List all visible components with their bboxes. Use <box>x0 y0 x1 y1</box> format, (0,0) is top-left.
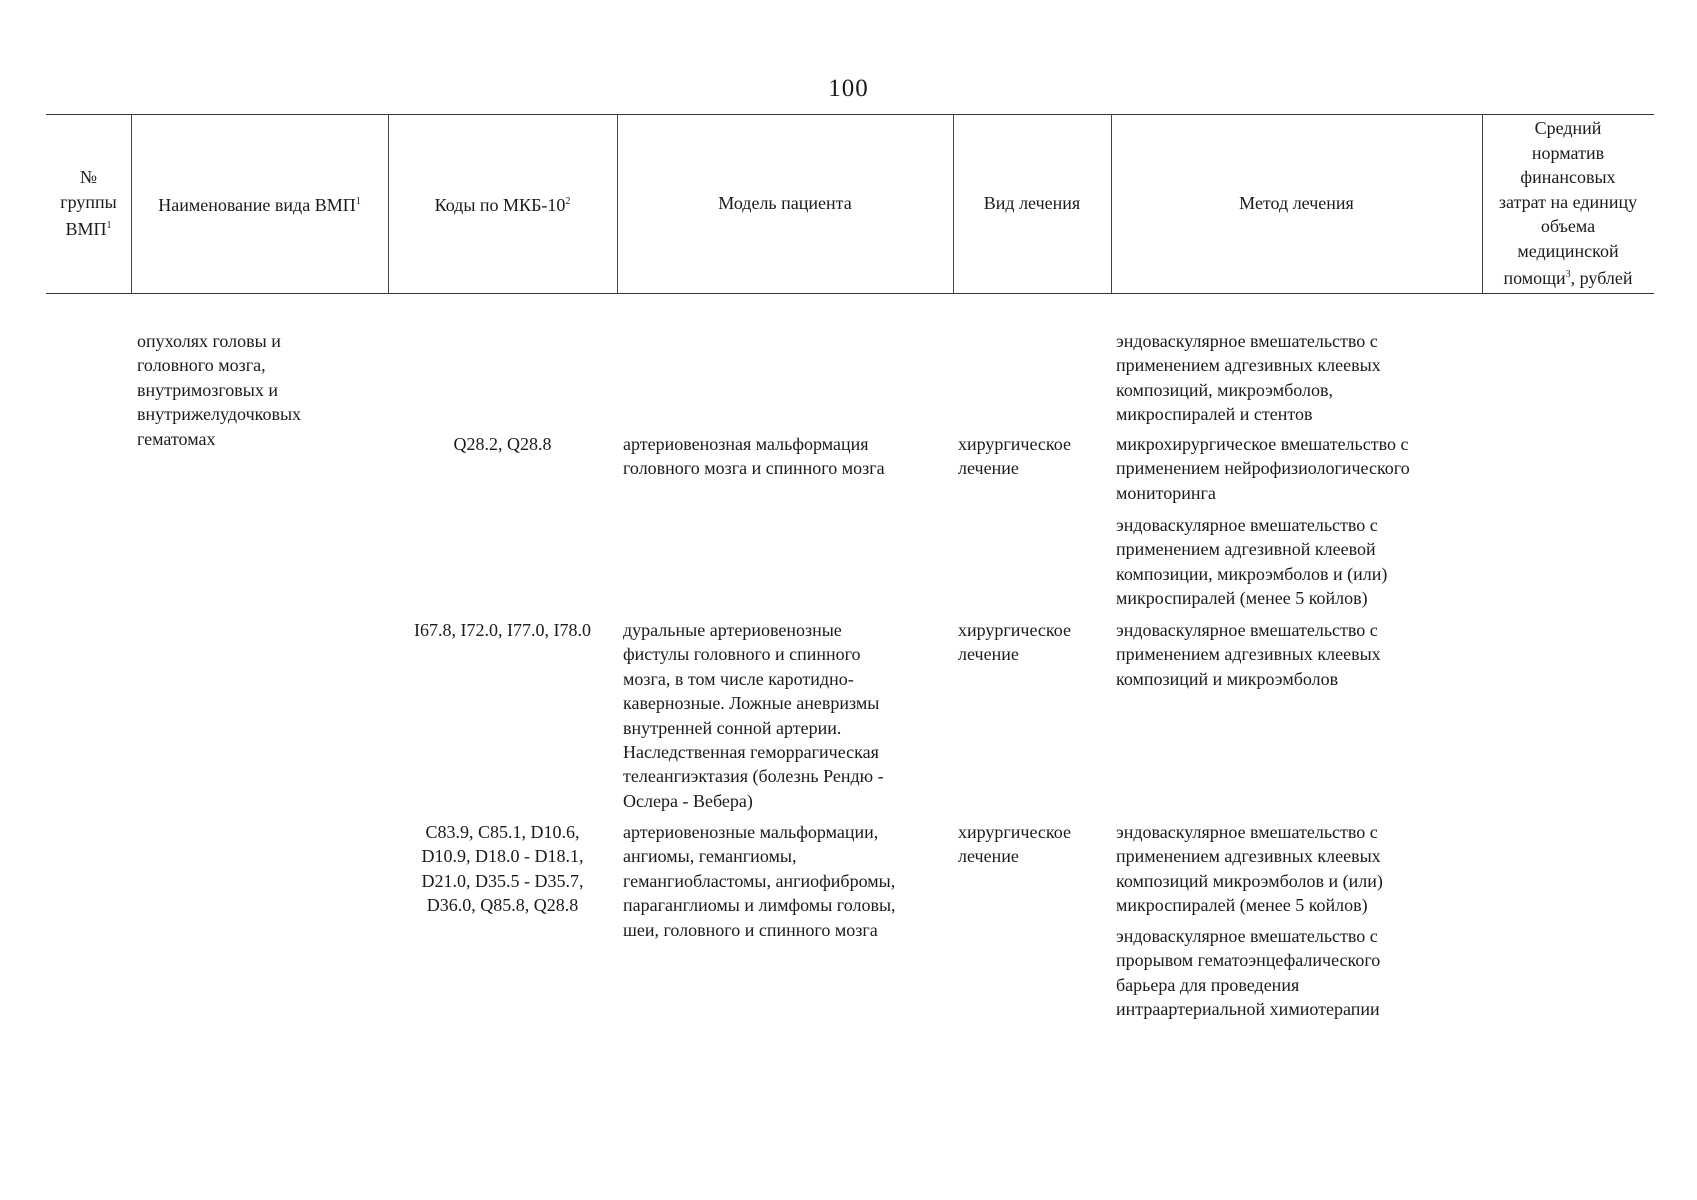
header-vmp-name: Наименование вида ВМП$^1$ <box>158 194 361 215</box>
header-average-cost: Средний норматив финансовых затрат на единицу объема медицинской помощи$^3$, рублей <box>1498 118 1638 289</box>
header-treatment-method: Метод лечения <box>1239 193 1354 214</box>
treatment-type: хирургическое лечение <box>958 434 1071 479</box>
header-group-number: № группы ВМП$^1$ <box>60 167 117 240</box>
patient-model: артериовенозные мальформации, ангиомы, гемангиомы, гемангиобластомы, ангиофибромы, параганглиомы и лимфомы головы, шеи, головного и спинного мозга <box>623 822 896 940</box>
icd-codes: I67.8, I72.0, I77.0, I78.0 <box>414 620 591 640</box>
method-text: эндоваскулярное вмешательство с применением адгезивных клеевых композиций и микроэмболов <box>1116 620 1381 689</box>
method-text: микрохирургическое вмешательство с применением нейрофизиологического мониторинга <box>1116 434 1410 503</box>
method-text: эндоваскулярное вмешательство с применением адгезивных клеевых композиций микроэмболов и (или) микроспиралей (менее 5 койлов) <box>1116 822 1383 916</box>
patient-model: дуральные артериовенозные фистулы головного и спинного мозга, в том числе каротидно- кавернозные. Ложные аневризмы внутренней сонной артерии. Наследственная геморрагическая телеангиэктазия (болезнь Рендю - Ослера - Вебера) <box>623 620 884 811</box>
header-bottom-rule <box>46 293 1654 294</box>
method-text: эндоваскулярное вмешательство с применением адгезивных клеевых композиций, микроэмболов, микроспиралей и стентов <box>1116 331 1381 425</box>
method-text: эндоваскулярное вмешательство с прорывом гематоэнцефалического барьера для проведения интраартериальной химиотерапии <box>1116 926 1381 1020</box>
vmp-name-continuation: опухолях головы и головного мозга, внутримозговых и внутрижелудочковых гематомах <box>137 331 302 449</box>
header-patient-model: Модель пациента <box>718 193 852 214</box>
icd-codes: C83.9, C85.1, D10.6, D10.9, D18.0 - D18.1, D21.0, D35.5 - D35.7, D36.0, Q85.8, Q28.8 <box>421 822 584 916</box>
icd-codes: Q28.2, Q28.8 <box>453 434 552 454</box>
treatment-type: хирургическое лечение <box>958 822 1071 867</box>
patient-model: артериовенозная мальформация головного мозга и спинного мозга <box>623 434 885 479</box>
page-number: 100 <box>828 75 869 102</box>
header-icd-codes: Коды по МКБ-$10^2$ <box>434 194 571 215</box>
treatment-type: хирургическое лечение <box>958 620 1071 665</box>
method-text: эндоваскулярное вмешательство с применением адгезивной клеевой композиции, микроэмболов и (или) микроспиралей (менее 5 койлов) <box>1116 515 1388 609</box>
header-treatment-type: Вид лечения <box>983 193 1081 214</box>
